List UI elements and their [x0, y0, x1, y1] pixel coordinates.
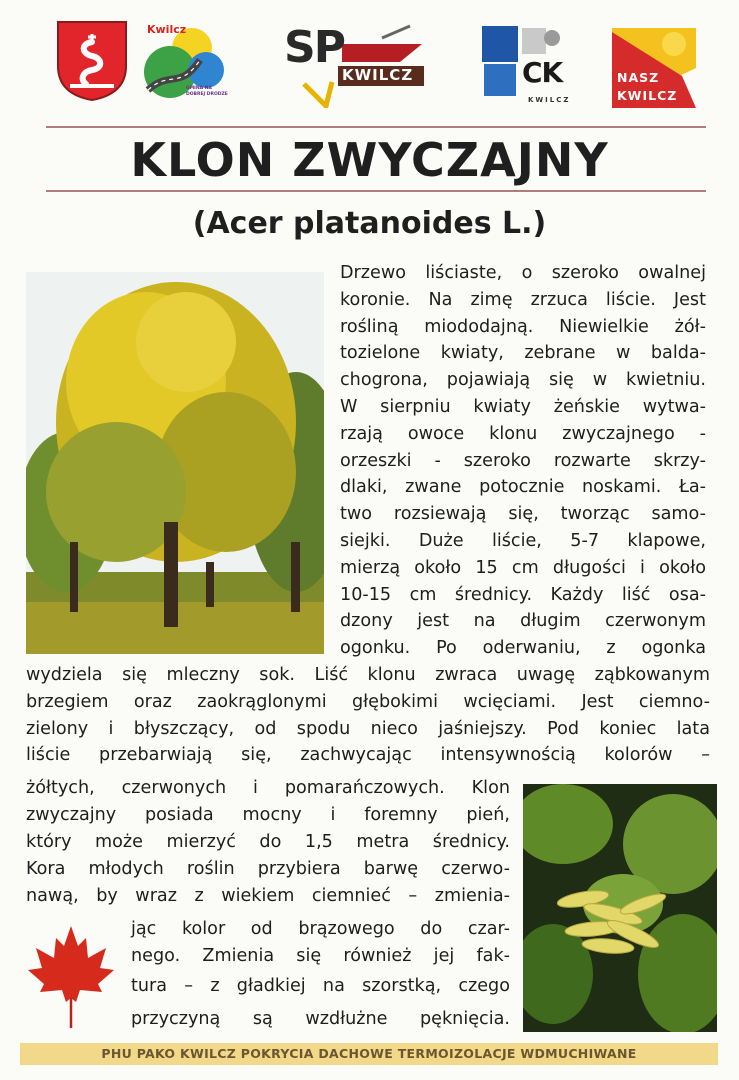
body-line-7: rzają owoce klonu zwyczajnego -	[340, 424, 706, 444]
gmina-tagline: GMINA NA DOBREJ DRODZE	[186, 86, 228, 97]
body-line-16: wydziela się mleczny sok. Liść klonu zwraca uwagę ząbkowanym	[26, 665, 710, 685]
body-line-14: dzony jest na długim czerwonym	[340, 611, 706, 631]
body-line-9: dlaki, zwane potocznie noskami. Ła-	[340, 477, 706, 497]
coat-of-arms-logo	[56, 20, 128, 102]
body-line-28: przyczyną są wzdłużne pęknięcia.	[131, 1009, 510, 1029]
body-line-27: tura – z gładkiej na szorstką, czego	[131, 976, 510, 996]
gmina-kwilcz-name: Kwilcz	[147, 23, 187, 36]
sp-kwilcz-text: KWILCZ	[342, 66, 414, 84]
ck-mark: CK	[522, 56, 563, 89]
body-line-23: Kora młodych roślin przybiera barwę czerwo-	[26, 859, 510, 879]
body-line-18: zielony i błyszczący, od spodu nieco jaśniejszy. Pod koniec lata	[26, 719, 710, 739]
latin-name: (Acer platanoides L.)	[192, 206, 547, 241]
nasz-line1: NASZ	[617, 70, 660, 85]
maple-leaf-icon	[26, 924, 116, 1028]
body-line-25: jąc kolor od brązowego do czar-	[131, 919, 510, 939]
body-line-19: liście przebarwiają się, zachwycając intensywnością kolorów –	[26, 745, 710, 765]
body-line-22: który może mierzyć do 1,5 metra średnicy.	[26, 832, 510, 852]
body-line-6: W sierpniu kwiaty żeńskie wytwa-	[340, 397, 706, 417]
title-divider	[46, 190, 706, 192]
body-line-24: nawą, by wraz z wiekiem ciemnieć – zmienia-	[26, 886, 510, 906]
body-line-13: 10-15 cm średnicy. Każdy liść osa-	[340, 585, 706, 605]
sponsor-footer: PHU PAKO KWILCZ POKRYCIA DACHOWE TERMOIZOLACJE WDMUCHIWANE	[20, 1043, 718, 1065]
maple-seeds-photo	[523, 784, 717, 1032]
body-line-1: Drzewo liściaste, o szeroko owalnej	[340, 263, 706, 283]
body-line-4: tozielone kwiaty, zebrane w balda-	[340, 343, 706, 363]
body-line-2: koronie. Na zimę zrzuca liście. Jest	[340, 290, 706, 310]
top-divider	[46, 126, 706, 128]
body-line-26: nego. Zmienia się również jej fak-	[131, 946, 510, 966]
body-line-20: żółtych, czerwonych i pomarańczowych. Klon	[26, 778, 510, 798]
body-line-3: rośliną miododajną. Niewielkie żół-	[340, 317, 706, 337]
ck-kwilcz-text: KWILCZ	[528, 96, 571, 104]
body-line-17: brzegiem oraz zaokrąglonymi głębokimi wcięciami. Jest ciemno-	[26, 692, 710, 712]
body-line-21: zwyczajny posiada mocny i foremny pień,	[26, 805, 510, 825]
page-title: KLON ZWYCZAJNY	[130, 133, 609, 187]
body-line-5: chogrona, pojawiają się w kwietniu.	[340, 370, 706, 390]
body-line-10: two rozsiewają się, tworząc samo-	[340, 504, 706, 524]
body-line-12: mierzą około 15 cm długości i około	[340, 558, 706, 578]
sp-letters: SP	[284, 22, 344, 73]
body-line-8: orzeszki - szeroko rozwarte skrzy-	[340, 451, 706, 471]
nasz-line2: KWILCZ	[617, 88, 678, 103]
body-line-11: siejki. Duże liście, 5-7 klapowe,	[340, 531, 706, 551]
maple-tree-photo	[26, 272, 324, 654]
body-line-15: ogonku. Po oderwaniu, z ogonka	[340, 638, 706, 658]
